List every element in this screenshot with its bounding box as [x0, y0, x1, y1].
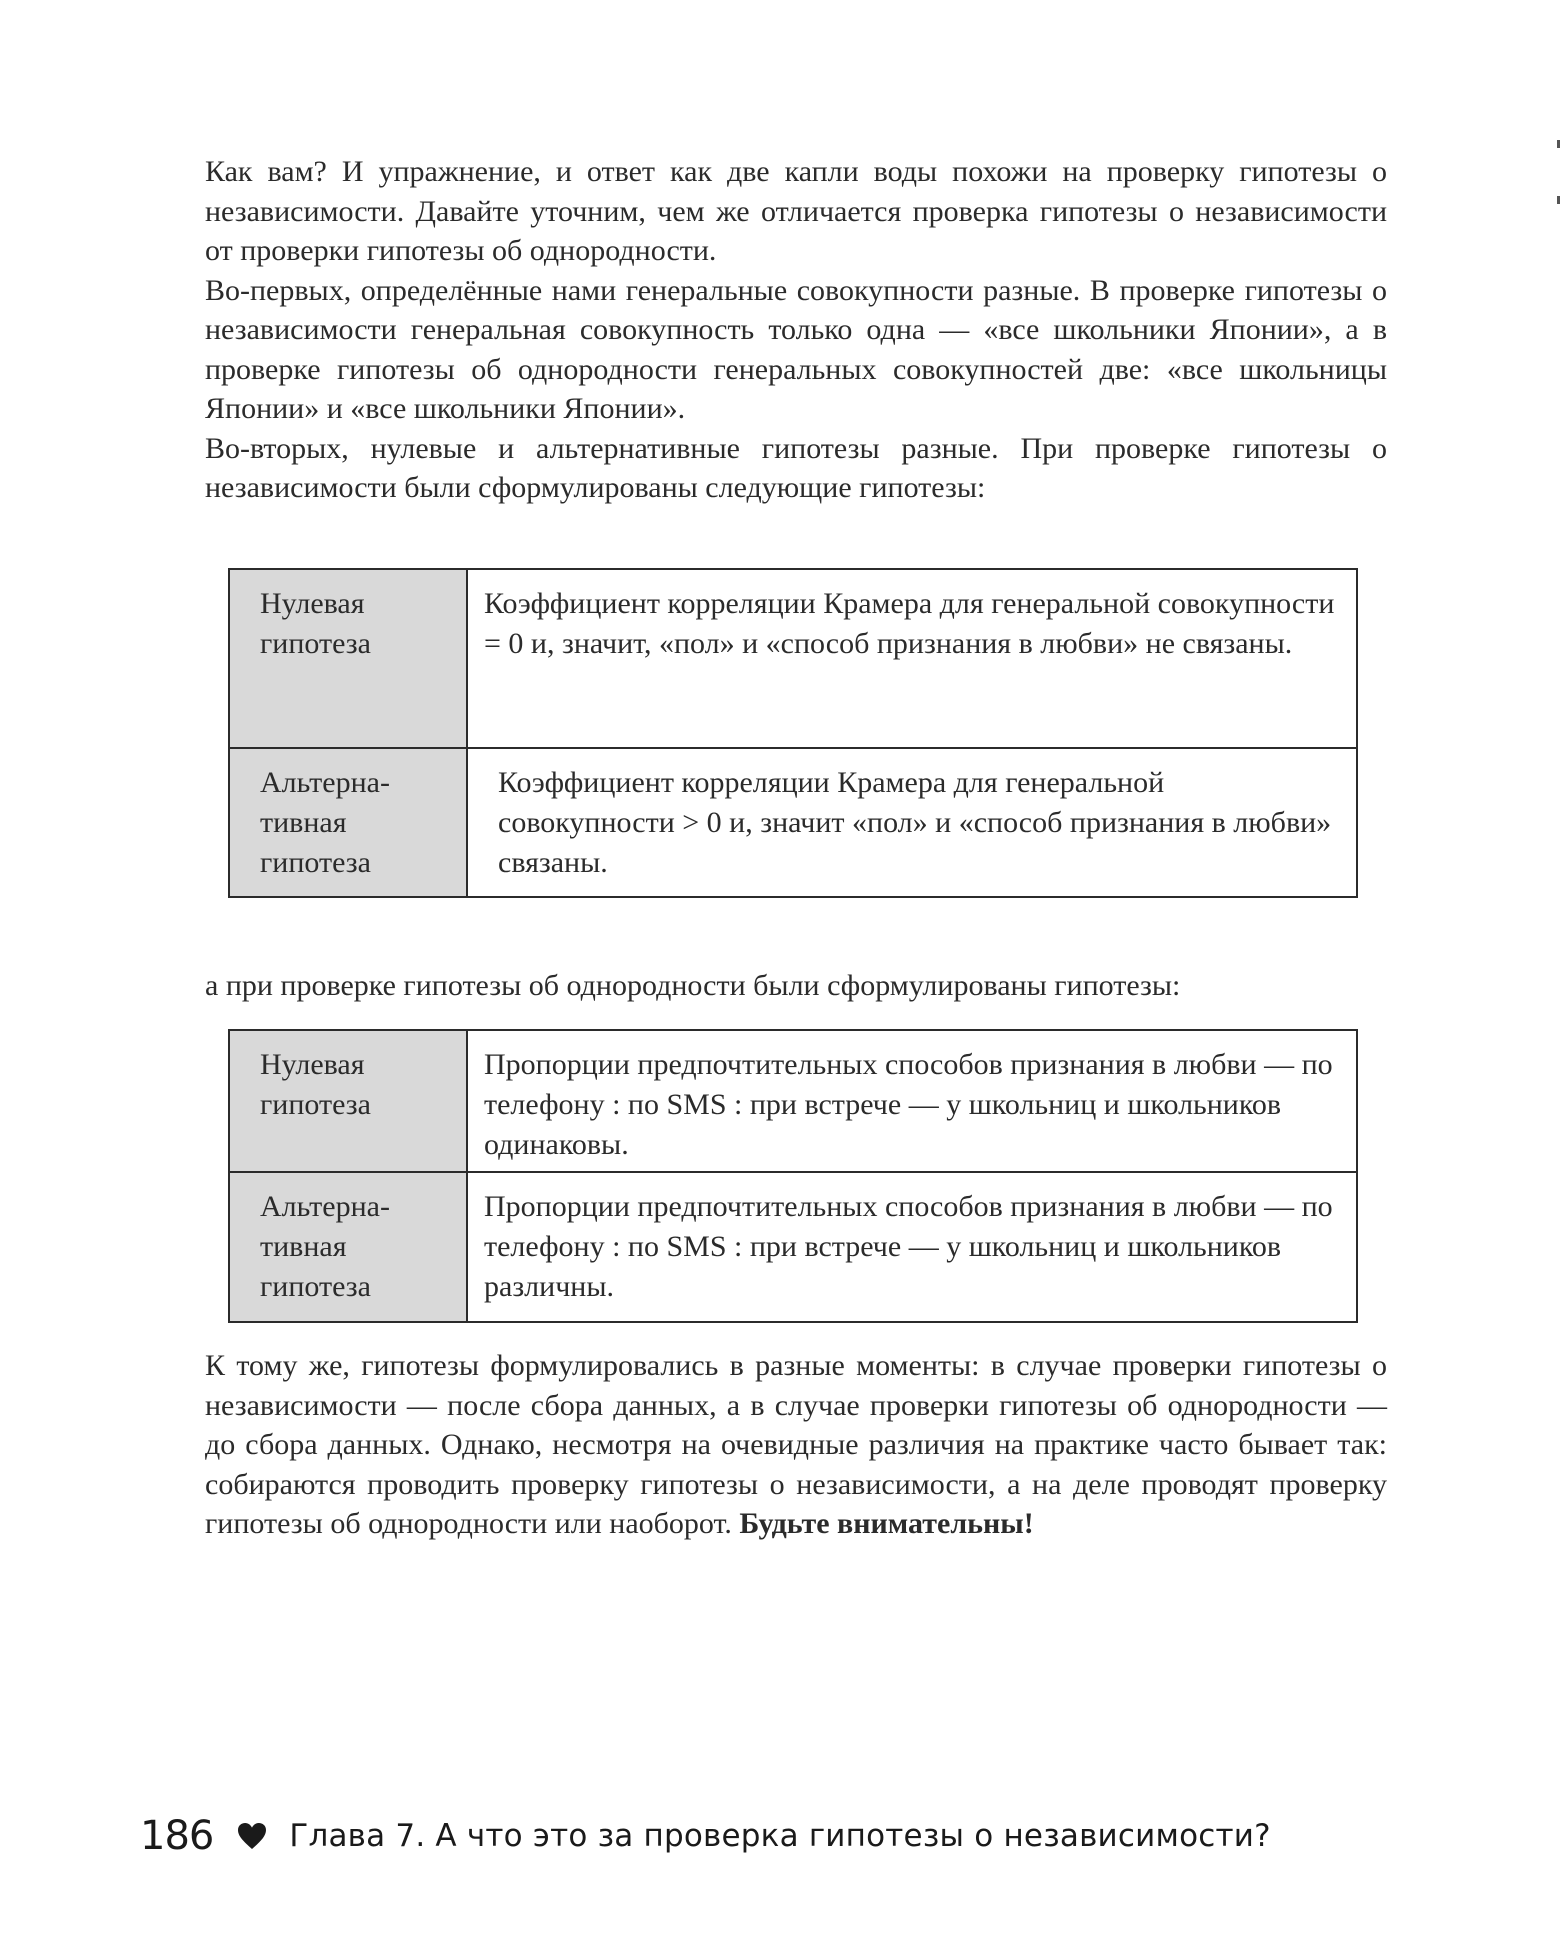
- table-row: [229, 748, 1357, 897]
- alt-hypothesis-text: Пропорции предпочтительных способов признания в любви — по телефону : по SMS : при встрече — у школьниц и школьников различны.: [467, 1172, 1357, 1322]
- null-hypothesis-label: Нулевая гипотеза: [229, 1030, 467, 1172]
- table-row: [229, 569, 1357, 748]
- conclusion-text: К тому же, гипотезы формулировались в разные моменты: в случае проверки гипотезы о независимости — после сбора данных, а в случае проверки гипотезы об однородности — до сбора данных. Однако, несмотря на очевидные различия на практике часто бывает так: собираются проводить проверку гипотезы о независимости, а на деле проводят проверку гипотезы об однородности или наоборот.: [205, 1349, 1387, 1540]
- null-hypothesis-text: Пропорции предпочтительных способов признания в любви — по телефону : по SMS : при встрече — у школьниц и школьников одинаковы.: [467, 1030, 1357, 1172]
- table-row: [229, 1172, 1357, 1322]
- conclusion-paragraph: [205, 1346, 1387, 1544]
- intro-section: [205, 152, 1387, 508]
- table-row: [229, 1030, 1357, 1172]
- intro-paragraph-3: Во-вторых, нулевые и альтернативные гипотезы разные. При проверке гипотезы о независимости были сформулированы следующие гипотезы:: [205, 431, 1387, 504]
- alt-hypothesis-label: Альтернативная гипотеза: [229, 748, 467, 897]
- page-number: 186: [140, 1813, 214, 1859]
- alt-hypothesis-text: Коэффициент корреляции Крамера для генеральной совокупности > 0 и, значит «пол» и «способ признания в любви» связаны.: [467, 748, 1357, 897]
- intro-paragraph-1: Как вам? И упражнение, и ответ как две капли воды похожи на проверку гипотезы о независимости. Давайте уточним, чем же отличается проверка гипотезы о независимости от проверки гипотезы об однородности.: [205, 155, 1387, 267]
- heart-icon: [237, 1822, 267, 1850]
- null-hypothesis-label: Нулевая гипотеза: [229, 569, 467, 748]
- conclusion-emphasis: Будьте внимательны!: [739, 1507, 1034, 1540]
- independence-hypotheses-table: [228, 568, 1358, 898]
- null-hypothesis-text: Коэффициент корреляции Крамера для генеральной совокупности = 0 и, значит, «пол» и «способ признания в любви» не связаны.: [467, 569, 1357, 748]
- between-section: [205, 966, 1387, 1006]
- homogeneity-hypotheses-table: [228, 1029, 1358, 1323]
- page-footer: [140, 1806, 1271, 1866]
- conclusion-section: [205, 1346, 1387, 1544]
- intro-paragraph-2: Во-первых, определённые нами генеральные совокупности разные. В проверке гипотезы о независимости генеральная совокупность только одна — «все школьники Японии», а в проверке гипотезы об однородности генеральных совокупностей две: «все школьницы Японии» и «все школьники Японии».: [205, 273, 1387, 425]
- chapter-title: Глава 7. А что это за проверка гипотезы о независимости?: [289, 1818, 1271, 1854]
- alt-hypothesis-label: Альтернативная гипотеза: [229, 1172, 467, 1322]
- between-paragraph: а при проверке гипотезы об однородности были сформулированы гипотезы:: [205, 969, 1181, 1002]
